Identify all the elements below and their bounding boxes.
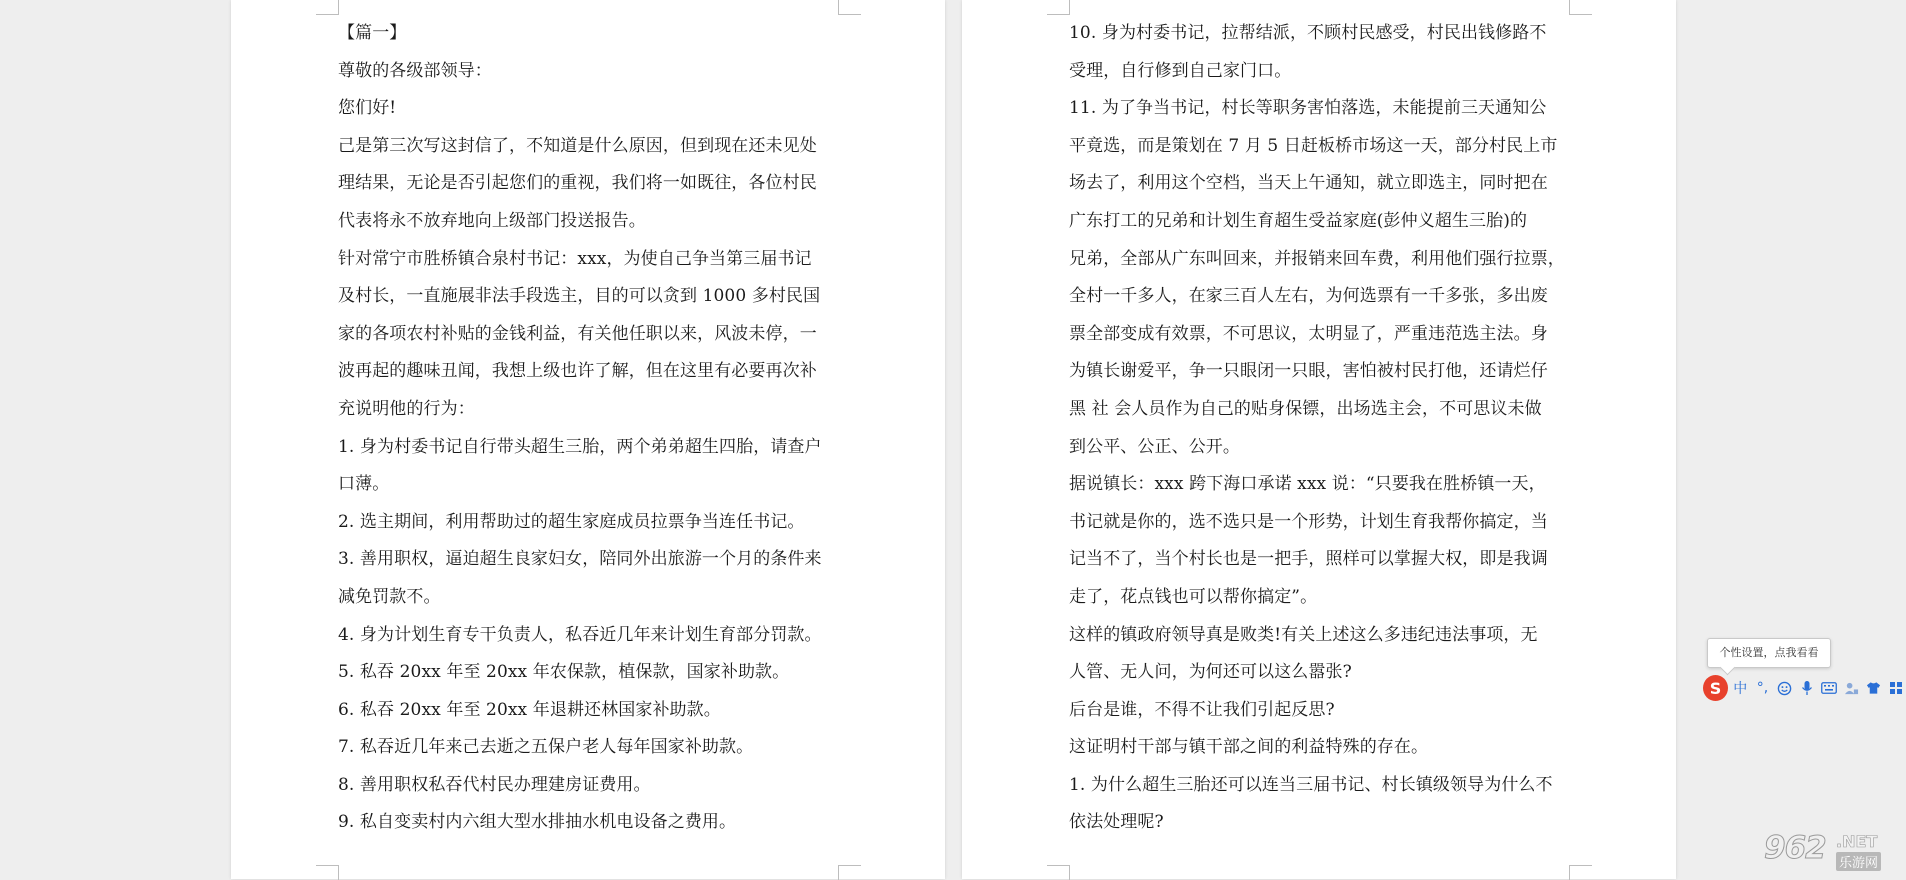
- text-line: 记当不了，当个村长也是一把手，照样可以掌握大权，即是我调: [1069, 549, 1548, 570]
- punctuation-toggle[interactable]: °,: [1756, 680, 1769, 696]
- toolbox-grid-icon[interactable]: [1886, 676, 1906, 700]
- sogou-logo-icon[interactable]: S: [1703, 675, 1728, 701]
- text-line: 4. 身为计划生育专干负责人，私吞近几年来计划生育部分罚款。: [338, 624, 822, 645]
- crop-mark-bottom-right: [838, 865, 861, 880]
- input-mode-toggle[interactable]: 中: [1733, 681, 1748, 697]
- text-line: 场去了，利用这个空档，当天上午通知，就立即选主，同时把在: [1069, 173, 1548, 194]
- text-line: 人管、无人问，为何还可以这么嚣张?: [1069, 662, 1352, 683]
- watermark-number: 962: [1764, 830, 1826, 866]
- text-line: 受理，自行修到自己家门口。: [1069, 60, 1292, 81]
- text-line: 走了，花点钱也可以帮你搞定”。: [1069, 586, 1318, 607]
- left-page-text[interactable]: [338, 15, 838, 842]
- text-line: 7. 私吞近几年来己去逝之五保户老人每年国家补助款。: [338, 737, 754, 758]
- text-line: 票全部变成有效票，不可思议，太明显了，严重违范选主法。身: [1069, 323, 1548, 344]
- crop-mark-top-right: [838, 0, 861, 15]
- ime-settings-tooltip[interactable]: 个性设置，点我看看: [1707, 638, 1831, 668]
- text-line: 家的各项农村补贴的金钱利益，有关他任职以来，风波未停，一: [338, 323, 817, 344]
- text-line: 口薄。: [338, 474, 390, 495]
- text-line: 您们好!: [338, 98, 397, 119]
- text-line: 理结果，无论是否引起您们的重视，我们将一如既往，各位村民: [338, 173, 817, 194]
- text-line: 后台是谁，不得不让我们引起反思?: [1069, 699, 1335, 720]
- text-line: 广东打工的兄弟和计划生育超生受益家庭(彭仲义超生三胎)的: [1069, 210, 1528, 231]
- text-line: 5. 私吞 20xx 年至 20xx 年农保款，植保款，国家补助款。: [338, 662, 790, 683]
- text-line: 这样的镇政府领导真是败类!有关上述这么多违纪违法事项，无: [1069, 624, 1538, 645]
- text-line: 平竟选，而是策划在 7 月 5 日赶板桥市场这一天，部分村民上市: [1069, 135, 1558, 156]
- text-line: 全村一千多人，在家三百人左右，为何选票有一千多张，多出废: [1069, 286, 1548, 307]
- text-line: 8. 善用职权私吞代村民办理建房证费用。: [338, 774, 651, 795]
- text-line: 代表将永不放弃地向上级部门投送报告。: [338, 210, 646, 231]
- text-line: 波再起的趣味丑闻，我想上级也许了解，但在这里有必要再次补: [338, 361, 817, 382]
- text-line: 1. 身为村委书记自行带头超生三胎，两个弟弟超生四胎，请查户: [338, 436, 822, 457]
- crop-mark-top-left: [1047, 0, 1070, 15]
- text-line: 10. 身为村委书记，拉帮结派，不顾村民感受，村民出钱修路不: [1069, 23, 1547, 43]
- crop-mark-bottom-left: [1047, 865, 1070, 880]
- right-page-text[interactable]: [1069, 15, 1569, 842]
- text-line: 黑 社 会人员作为自己的贴身保镖，出场选主会，不可思议未做: [1069, 398, 1542, 419]
- text-line: 据说镇长：xxx 跨下海口承诺 xxx 说：“只要我在胜桥镇一天，: [1069, 474, 1546, 495]
- text-line: 己是第三次写这封信了，不知道是什么原因，但到现在还未见处: [338, 135, 817, 156]
- site-watermark: [1764, 830, 1904, 876]
- text-line: 3. 善用职权，逼迫超生良家妇女，陪同外出旅游一个月的条件来: [338, 549, 822, 570]
- watermark-suffix: .NET: [1836, 832, 1878, 851]
- crop-mark-top-left: [316, 0, 339, 15]
- document-page-left: [231, 0, 945, 879]
- text-line: 1. 为什么超生三胎还可以连当三届书记、村长镇级领导为什么不: [1069, 774, 1553, 795]
- text-line: 依法处理呢?: [1069, 812, 1164, 833]
- shirt-skin-icon[interactable]: [1864, 676, 1884, 700]
- text-line: 尊敬的各级部领导：: [338, 60, 492, 81]
- text-line: 兄弟，全部从广东叫回来，并报销来回车费，利用他们强行拉票，: [1069, 248, 1565, 269]
- crop-mark-bottom-right: [1569, 865, 1592, 880]
- crop-mark-bottom-left: [316, 865, 339, 880]
- watermark-chinese: 乐游网: [1836, 852, 1881, 871]
- text-line: 充说明他的行为：: [338, 398, 475, 419]
- text-line: 【篇一】: [338, 23, 407, 43]
- text-line: 6. 私吞 20xx 年至 20xx 年退耕还林国家补助款。: [338, 699, 721, 720]
- microphone-icon[interactable]: [1797, 676, 1817, 700]
- crop-mark-top-right: [1569, 0, 1592, 15]
- text-line: 9. 私自变卖村内六组大型水排抽水机电设备之费用。: [338, 812, 737, 833]
- text-line: 11. 为了争当书记，村长等职务害怕落选，未能提前三天通知公: [1069, 98, 1547, 119]
- text-line: 为镇长谢爱平，争一只眼闭一只眼，害怕被村民打他，还请烂仔: [1069, 361, 1548, 382]
- user-skin-icon[interactable]: [1841, 676, 1861, 700]
- ime-toolbar: [1703, 673, 1906, 703]
- text-line: 这证明村干部与镇干部之间的利益特殊的存在。: [1069, 737, 1429, 758]
- text-line: 到公平、公正、公开。: [1069, 436, 1240, 457]
- document-page-right: [962, 0, 1676, 879]
- keyboard-icon[interactable]: [1819, 676, 1839, 700]
- smiley-icon[interactable]: [1775, 676, 1795, 700]
- text-line: 2. 选主期间，利用帮助过的超生家庭成员拉票争当连任书记。: [338, 511, 805, 532]
- text-line: 减免罚款不。: [338, 586, 441, 607]
- text-line: 书记就是你的，选不选只是一个形势，计划生育我帮你搞定，当: [1069, 511, 1548, 532]
- text-line: 及村长，一直施展非法手段选主，目的可以贪到 1000 多村民国: [338, 286, 821, 307]
- text-line: 针对常宁市胜桥镇合泉村书记：xxx，为使自己争当第三届书记: [338, 248, 812, 269]
